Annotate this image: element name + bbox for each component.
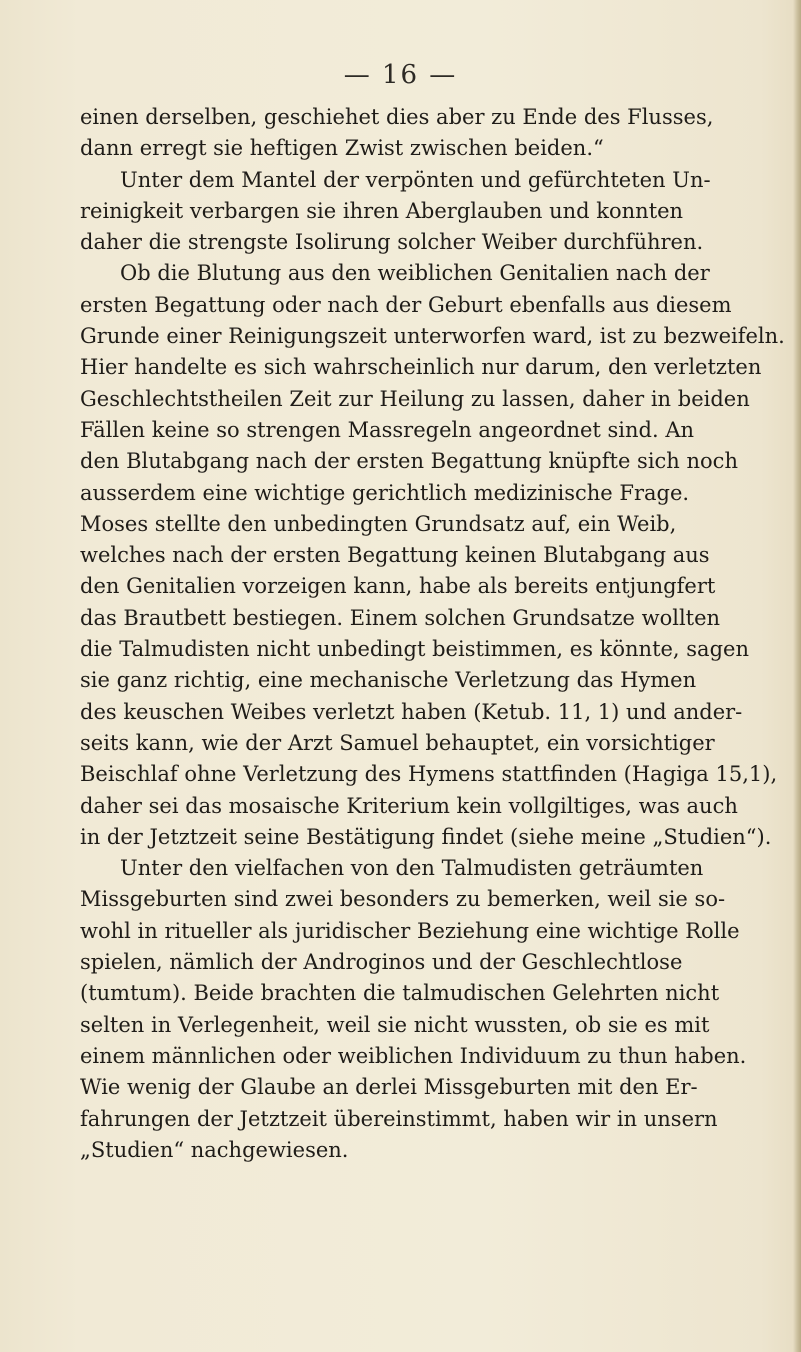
text-line: Moses stellte den unbedingten Grundsatz auf, ein Weib, — [80, 511, 677, 536]
text-line: den Genitalien vorzeigen kann, habe als bereits entjungfert — [80, 574, 716, 599]
text-line: des keuschen Weibes verletzt haben (Ketub. 11, 1) und ander- — [80, 699, 743, 724]
text-line: „Studien“ nachgewiesen. — [80, 1137, 349, 1162]
text-line: das Brautbett bestiegen. Einem solchen Grundsatze wollten — [80, 605, 721, 630]
text-line: Unter dem Mantel der verpönten und gefürchteten Un- — [120, 167, 711, 192]
text-line: einen derselben, geschiehet dies aber zu Ende des Flusses, — [80, 105, 714, 129]
body-text — [80, 102, 796, 1166]
text-line: selten in Verlegenheit, weil sie nicht wussten, ob sie es mit — [80, 1012, 710, 1037]
text-line: daher sei das mosaische Kriterium kein vollgiltiges, was auch — [80, 793, 738, 818]
text-line: fahrungen der Jetztzeit übereinstimmt, haben wir in unsern — [80, 1106, 718, 1131]
text-line: reinigkeit verbargen sie ihren Aberglauben und konnten — [80, 198, 684, 223]
text-line: ausserdem eine wichtige gerichtlich medizinische Frage. — [80, 480, 690, 505]
text-line: daher die strengste Isolirung solcher Weiber durchführen. — [80, 230, 704, 255]
text-line: Fällen keine so strengen Massregeln angeordnet sind. An — [80, 417, 695, 442]
text-line: Missgeburten sind zwei besonders zu bemerken, weil sie so- — [80, 887, 726, 912]
text-line: ersten Begattung oder nach der Geburt ebenfalls aus diesem — [80, 292, 732, 317]
text-line: wohl in ritueller als juridischer Beziehung eine wichtige Rolle — [80, 918, 740, 943]
text-line: einem männlichen oder weiblichen Individuum zu thun haben. — [80, 1043, 747, 1068]
text-line: sie ganz richtig, eine mechanische Verletzung das Hymen — [80, 668, 697, 693]
text-line: Wie wenig der Glaube an derlei Missgeburten mit den Er- — [80, 1075, 698, 1100]
text-line: Hier handelte es sich wahrscheinlich nur darum, den verletzten — [80, 355, 762, 380]
text-line: den Blutabgang nach der ersten Begattung knüpfte sich noch — [80, 449, 738, 474]
text-line: (tumtum). Beide brachten die talmudischen Gelehrten nicht — [80, 981, 720, 1006]
text-line: in der Jetztzeit seine Bestätigung findet (siehe meine „Studien“). — [80, 824, 772, 849]
text-line: Grunde einer Reinigungszeit unterworfen ward, ist zu bezweifeln. — [80, 324, 785, 349]
text-line: Geschlechtstheilen Zeit zur Heilung zu lassen, daher in beiden — [80, 386, 750, 411]
text-line: welches nach der ersten Begattung keinen Blutabgang aus — [80, 543, 710, 568]
page-number: — 16 — — [343, 60, 458, 90]
text-line: seits kann, wie der Arzt Samuel behauptet, ein vorsichtiger — [80, 730, 715, 755]
text-line: Ob die Blutung aus den weiblichen Genitalien nach der — [120, 261, 710, 286]
text-line: spielen, nämlich der Androginos und der Geschlechtlose — [80, 950, 683, 975]
text-line: die Talmudisten nicht unbedingt beistimmen, es könnte, sagen — [80, 637, 749, 662]
text-line: dann erregt sie heftigen Zwist zwischen beiden.“ — [80, 136, 604, 161]
text-line: Beischlaf ohne Verletzung des Hymens stattfinden (Hagiga 15,1), — [80, 762, 778, 787]
text-line: Unter den vielfachen von den Talmudisten geträumten — [120, 856, 704, 881]
